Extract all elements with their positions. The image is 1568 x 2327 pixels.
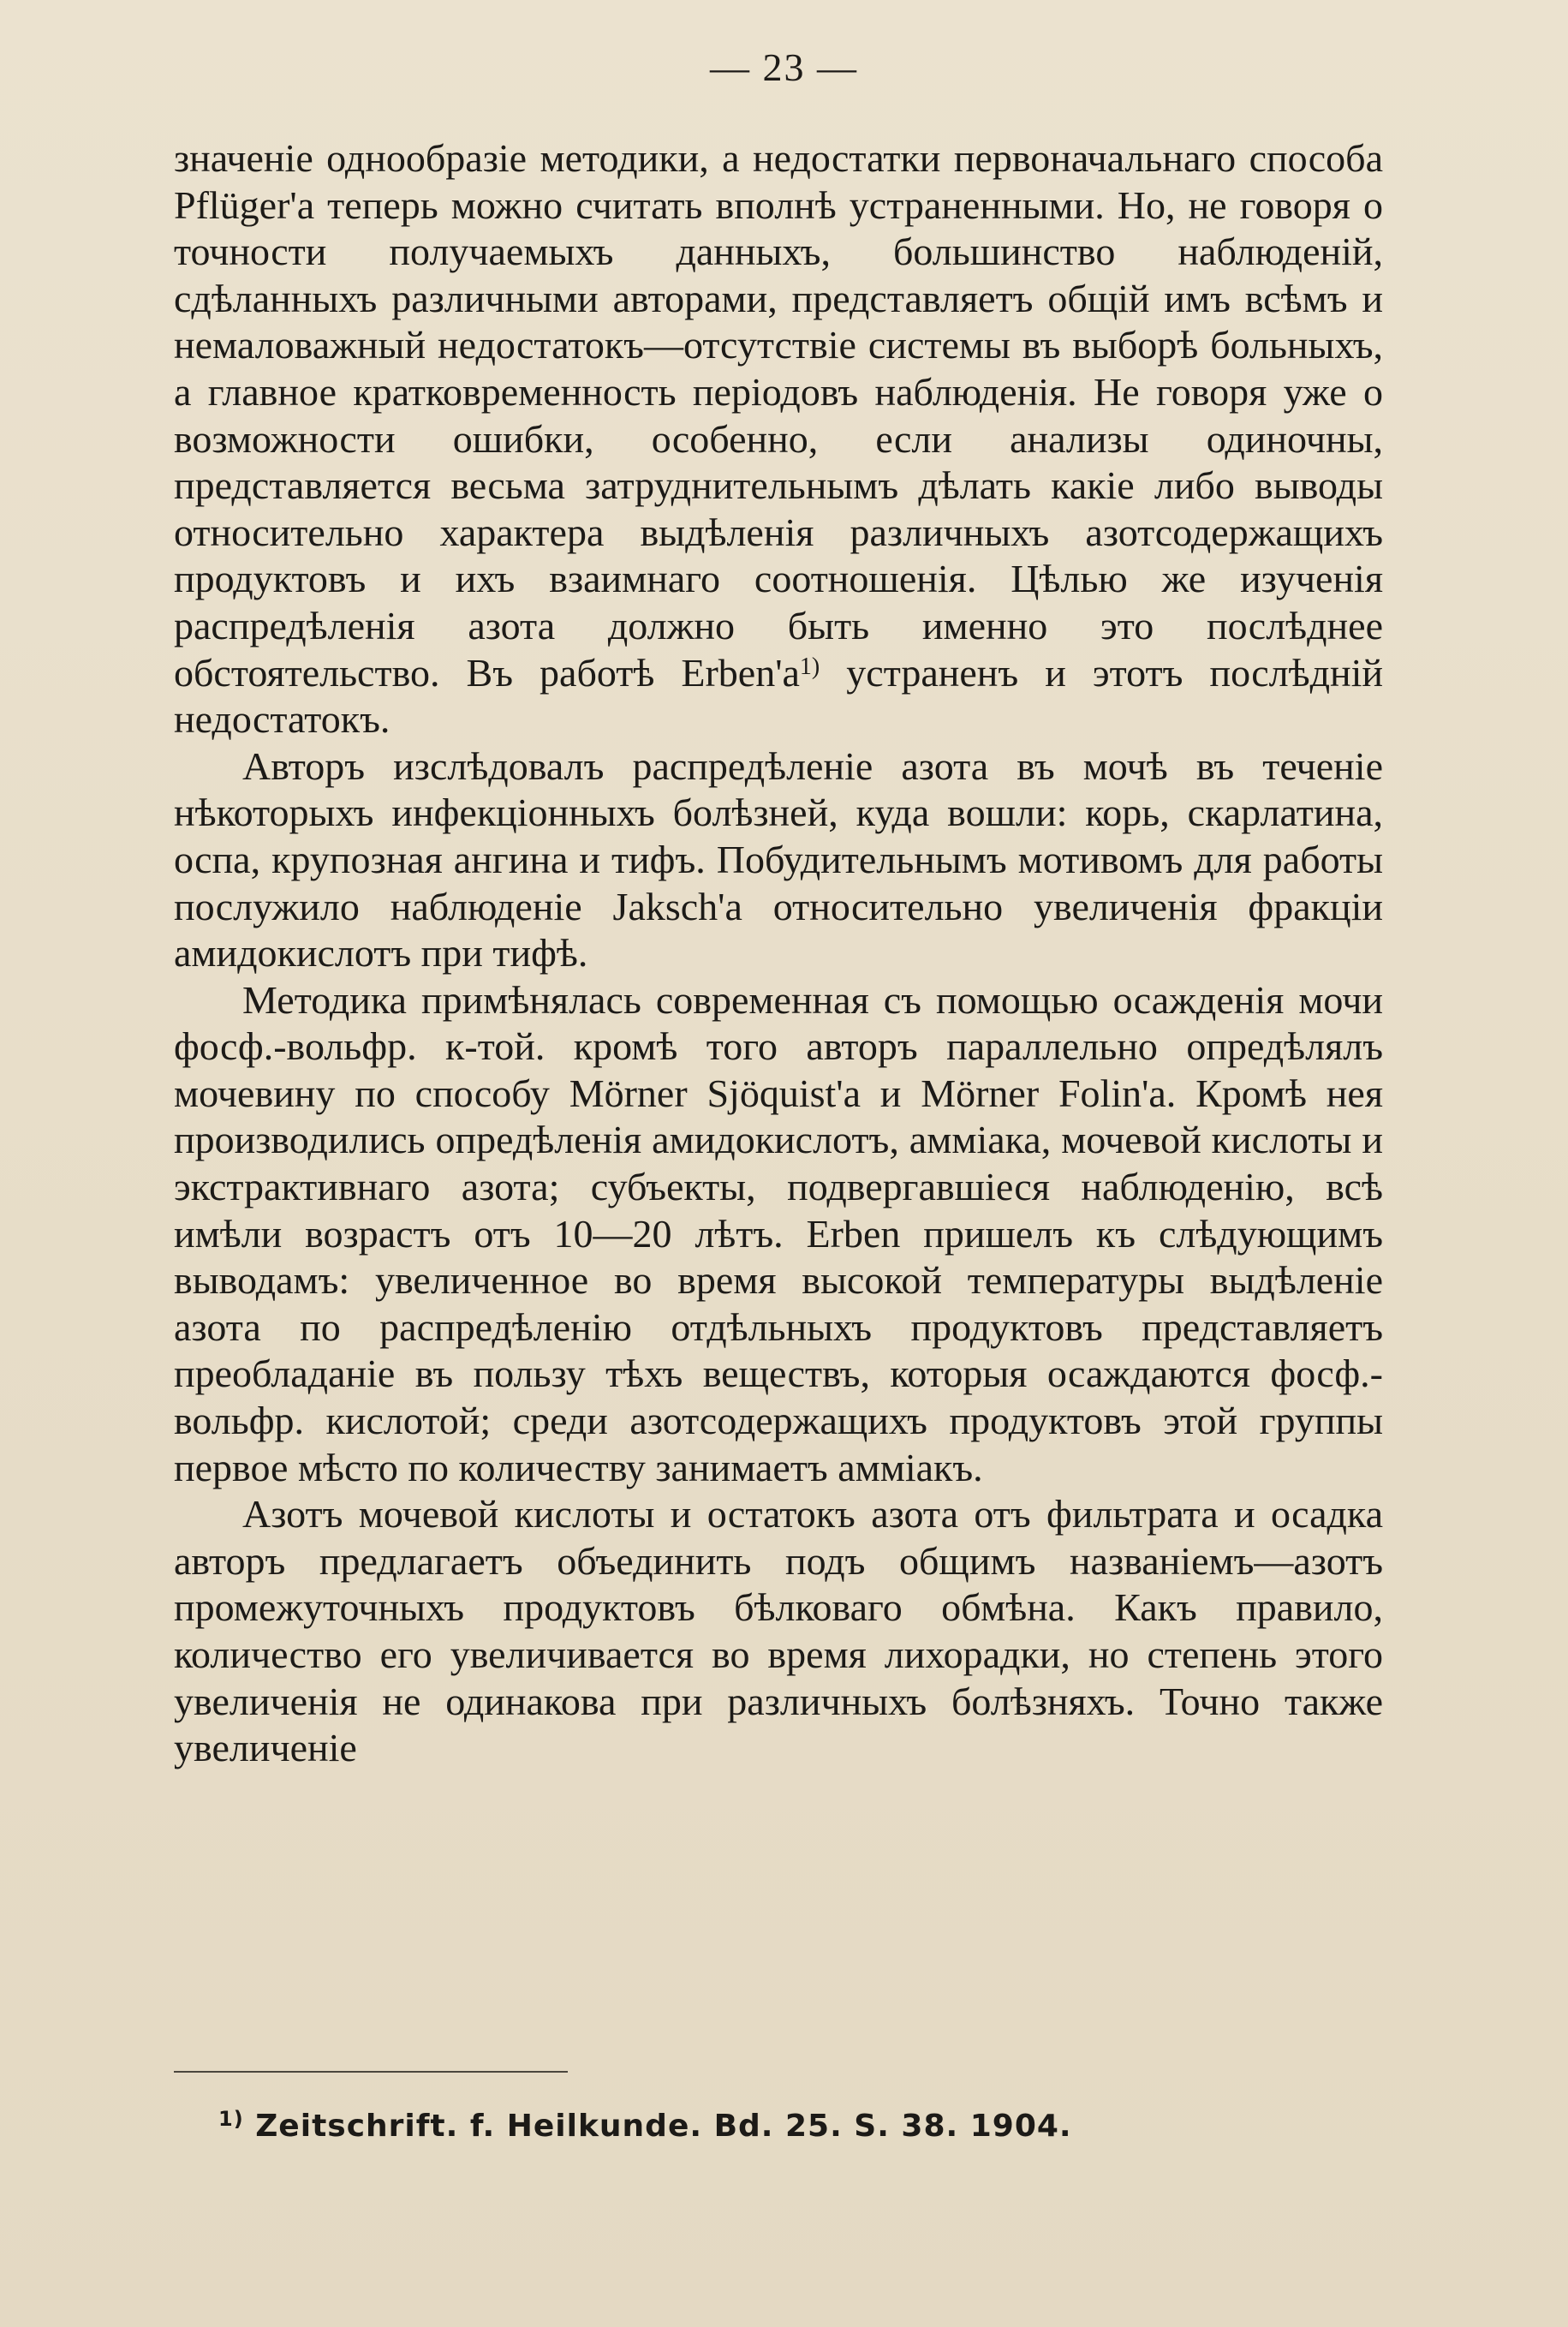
footnote-divider (174, 2071, 568, 2073)
paragraph-4: Азотъ мочевой кислоты и остатокъ азота отъ фильтрата и осадка авторъ предлагаетъ объединить подъ общимъ названіемъ—азотъ промежуточныхъ продуктовъ бѣлковаго обмѣна. Какъ правило, количество его увеличивается во время лихорадки, но степень этого увеличенія не одинакова при различныхъ болѣзняхъ. Точно также увеличеніе (174, 1492, 1383, 1770)
body-text (174, 135, 1383, 1772)
paragraph-3: Методика примѣнялась современная съ помощью осажденія мочи фосф.-вольфр. к-той. кромѣ того авторъ параллельно опредѣлялъ мочевину по способу Mörner Sjöquist'а и Mörner Folin'а. Кромѣ нея производились опредѣленія амидокислотъ, амміака, мочевой кислоты и экстрактивнаго азота; субъекты, подвергавшіеся наблюденію, всѣ имѣли возрастъ отъ 10—20 лѣтъ. Erben пришелъ къ слѣдующимъ выводамъ: увеличенное во время высокой температуры выдѣленіе азота по распредѣленію отдѣльныхъ продуктовъ представляетъ преобладаніе въ пользу тѣхъ веществъ, которыя осаждаются фосф.-вольфр. кислотой; среди азотсодержащихъ продуктовъ этой группы первое мѣсто по количеству занимаетъ амміакъ. (174, 977, 1383, 1489)
page-number: — 23 — (710, 45, 858, 89)
footnote-marker: 1) (218, 2107, 244, 2131)
paragraph-1 (174, 135, 1383, 743)
paragraph-2: Авторъ изслѣдовалъ распредѣленіе азота въ мочѣ въ теченіе нѣкоторыхъ инфекціонныхъ болѣзней, куда вошли: корь, скарлатина, оспа, крупозная ангина и тифъ. Побудительнымъ мотивомъ для работы послужило наблюденіе Jaksch'а относительно увеличенія фракціи амидокислотъ при тифѣ. (174, 743, 1383, 976)
footnote-reference: 1) (799, 653, 820, 680)
paragraph-1-text-continued: устраненъ и этотъ послѣдній недостатокъ. (174, 650, 1383, 742)
footnote (218, 2109, 1072, 2144)
paragraph-1-text: значеніе однообразіе методики, а недостатки первоначальнаго способа Pflüger'а теперь можно считать вполнѣ устраненными. Но, не говоря о точности получаемыхъ данныхъ, большинство наблюденій, сдѣланныхъ различными авторами, представляетъ общій имъ всѣмъ и немаловажный недостатокъ—отсутствіе системы въ выборѣ больныхъ, а главное кратковременность періодовъ наблюденія. Не говоря уже о возможности ошибки, особенно, если анализы одиночны, представляется весьма затруднительнымъ дѣлать какіе либо выводы относительно характера выдѣленія различныхъ азотсодержащихъ продуктовъ и ихъ взаимнаго соотношенія. Цѣлью же изученія распредѣленія азота должно быть именно это послѣднее обстоятельство. Въ работѣ Erben'а (174, 136, 1383, 695)
footnote-text: Zeitschrift. f. Heilkunde. Bd. 25. S. 38. 1904. (243, 2109, 1072, 2144)
